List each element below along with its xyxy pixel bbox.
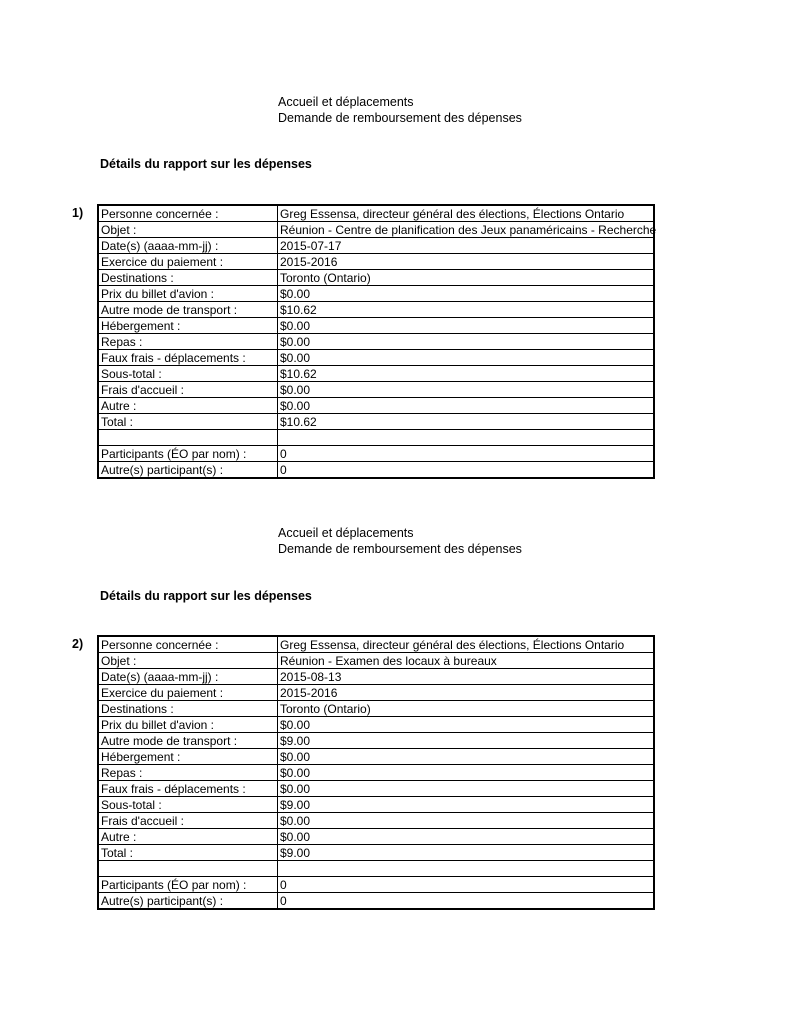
row-label: Sous-total : xyxy=(98,797,278,813)
table-row xyxy=(98,334,654,350)
row-value: 0 xyxy=(278,877,655,893)
table-row xyxy=(98,749,654,765)
table-row xyxy=(98,733,654,749)
row-label: Participants (ÉO par nom) : xyxy=(98,877,278,893)
row-value: Réunion - Centre de planification des Jeux panaméricains - Recherche xyxy=(278,222,655,238)
row-value: $0.00 xyxy=(278,382,655,398)
row-label: Prix du billet d'avion : xyxy=(98,717,278,733)
report-number: 1) xyxy=(72,206,84,220)
table-row xyxy=(98,701,654,717)
row-label: Objet : xyxy=(98,222,278,238)
table-row xyxy=(98,318,654,334)
table-row xyxy=(98,845,654,861)
details-title: Détails du rapport sur les dépenses xyxy=(100,589,312,603)
row-value: $10.62 xyxy=(278,302,655,318)
table-row xyxy=(98,893,654,910)
table-row xyxy=(98,636,654,653)
table-row xyxy=(98,254,654,270)
row-label xyxy=(98,861,278,877)
expense-table xyxy=(97,204,655,479)
table-row xyxy=(98,717,654,733)
table-row xyxy=(98,398,654,414)
row-value: $9.00 xyxy=(278,733,655,749)
row-label: Faux frais - déplacements : xyxy=(98,350,278,366)
row-value: Réunion - Examen des locaux à bureaux xyxy=(278,653,655,669)
table-row xyxy=(98,222,654,238)
row-label: Hébergement : xyxy=(98,749,278,765)
row-value: $0.00 xyxy=(278,286,655,302)
row-label: Frais d'accueil : xyxy=(98,813,278,829)
row-label: Total : xyxy=(98,845,278,861)
table-row xyxy=(98,813,654,829)
row-value: 2015-08-13 xyxy=(278,669,655,685)
row-value: $9.00 xyxy=(278,797,655,813)
row-label: Autre mode de transport : xyxy=(98,733,278,749)
table-row xyxy=(98,877,654,893)
table-row xyxy=(98,765,654,781)
table-row xyxy=(98,829,654,845)
table-row xyxy=(98,446,654,462)
row-value: Greg Essensa, directeur général des élections, Élections Ontario xyxy=(278,636,655,653)
row-label: Autre(s) participant(s) : xyxy=(98,893,278,910)
row-value: 0 xyxy=(278,446,655,462)
row-label: Repas : xyxy=(98,765,278,781)
row-label: Exercice du paiement : xyxy=(98,254,278,270)
row-value: $10.62 xyxy=(278,414,655,430)
row-label: Personne concernée : xyxy=(98,205,278,222)
report-heading-line1: Accueil et déplacements xyxy=(278,526,414,540)
row-value: $0.00 xyxy=(278,334,655,350)
row-value: $0.00 xyxy=(278,813,655,829)
row-value: $9.00 xyxy=(278,845,655,861)
row-label: Date(s) (aaaa-mm-jj) : xyxy=(98,669,278,685)
row-label: Sous-total : xyxy=(98,366,278,382)
table-row xyxy=(98,781,654,797)
table-row xyxy=(98,430,654,446)
row-value: Greg Essensa, directeur général des élections, Élections Ontario xyxy=(278,205,655,222)
row-value: $0.00 xyxy=(278,350,655,366)
row-label: Objet : xyxy=(98,653,278,669)
table-row xyxy=(98,205,654,222)
row-label: Autre : xyxy=(98,829,278,845)
row-value: Toronto (Ontario) xyxy=(278,701,655,717)
row-label: Autre : xyxy=(98,398,278,414)
row-label: Exercice du paiement : xyxy=(98,685,278,701)
table-row xyxy=(98,286,654,302)
row-label: Destinations : xyxy=(98,701,278,717)
row-label: Personne concernée : xyxy=(98,636,278,653)
table-row xyxy=(98,653,654,669)
row-value: $0.00 xyxy=(278,781,655,797)
row-label: Frais d'accueil : xyxy=(98,382,278,398)
row-label: Repas : xyxy=(98,334,278,350)
table-row xyxy=(98,685,654,701)
row-label: Participants (ÉO par nom) : xyxy=(98,446,278,462)
row-value: 2015-07-17 xyxy=(278,238,655,254)
table-row xyxy=(98,270,654,286)
report-heading-line2: Demande de remboursement des dépenses xyxy=(278,111,522,125)
row-value: $0.00 xyxy=(278,717,655,733)
report-number: 2) xyxy=(72,637,84,651)
table-row xyxy=(98,797,654,813)
row-label: Autre mode de transport : xyxy=(98,302,278,318)
row-value xyxy=(278,430,655,446)
table-row xyxy=(98,302,654,318)
table-row xyxy=(98,861,654,877)
table-row xyxy=(98,462,654,479)
row-value: $0.00 xyxy=(278,765,655,781)
row-value xyxy=(278,861,655,877)
expense-table xyxy=(97,635,655,910)
row-value: 0 xyxy=(278,893,655,910)
table-row xyxy=(98,350,654,366)
row-value: 0 xyxy=(278,462,655,479)
row-value: $10.62 xyxy=(278,366,655,382)
table-row xyxy=(98,669,654,685)
row-value: 2015-2016 xyxy=(278,254,655,270)
row-value: 2015-2016 xyxy=(278,685,655,701)
row-label xyxy=(98,430,278,446)
row-label: Autre(s) participant(s) : xyxy=(98,462,278,479)
report-heading-line1: Accueil et déplacements xyxy=(278,95,414,109)
table-row xyxy=(98,238,654,254)
row-label: Date(s) (aaaa-mm-jj) : xyxy=(98,238,278,254)
report-heading-line2: Demande de remboursement des dépenses xyxy=(278,542,522,556)
row-label: Destinations : xyxy=(98,270,278,286)
row-label: Faux frais - déplacements : xyxy=(98,781,278,797)
row-label: Hébergement : xyxy=(98,318,278,334)
row-label: Total : xyxy=(98,414,278,430)
details-title: Détails du rapport sur les dépenses xyxy=(100,157,312,171)
row-value: $0.00 xyxy=(278,398,655,414)
row-value: $0.00 xyxy=(278,749,655,765)
table-row xyxy=(98,366,654,382)
row-value: Toronto (Ontario) xyxy=(278,270,655,286)
table-row xyxy=(98,414,654,430)
table-row xyxy=(98,382,654,398)
row-value: $0.00 xyxy=(278,318,655,334)
row-value: $0.00 xyxy=(278,829,655,845)
row-label: Prix du billet d'avion : xyxy=(98,286,278,302)
